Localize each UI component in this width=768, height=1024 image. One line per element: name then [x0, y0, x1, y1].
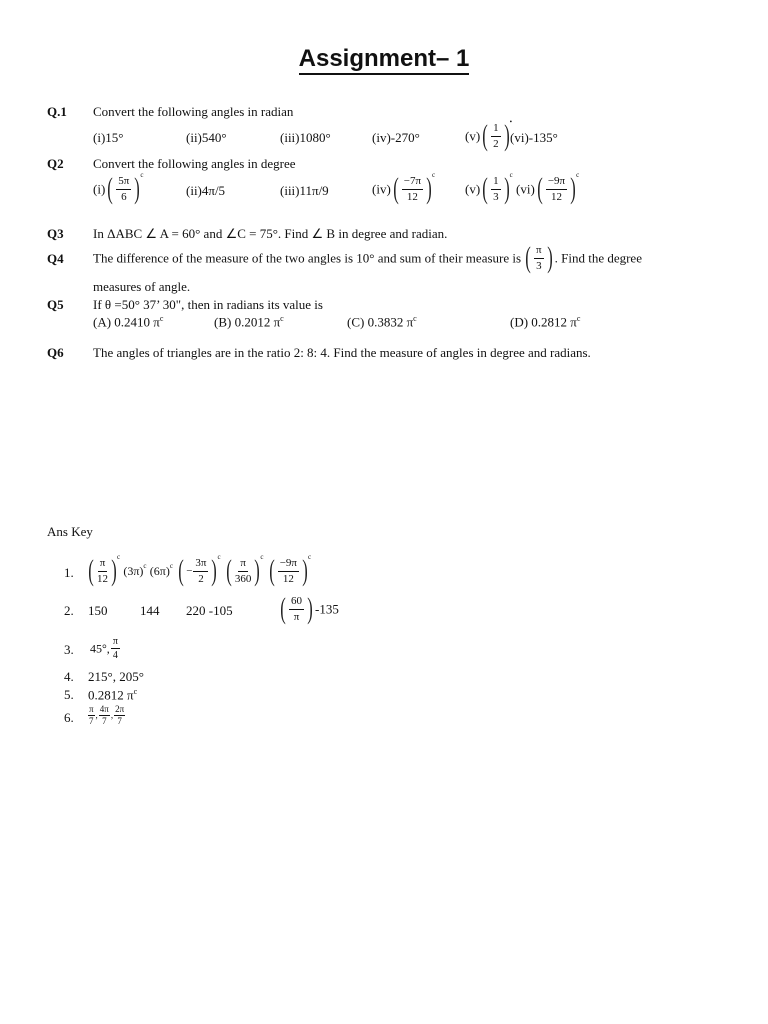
- answer-3: 45°, $\frac{\pi}{4}$: [90, 636, 118, 661]
- option-fraction: (v) ( $\frac{1}{3}$ ) c (vi) ( $\frac{-9\pi}{12}$ ) c: [465, 171, 580, 205]
- answer-number: 5.: [64, 687, 74, 702]
- answer-number: 1.: [64, 565, 74, 580]
- option: (vi)-135°: [510, 130, 558, 145]
- page-title: Assignment– 1: [0, 47, 768, 71]
- option: (iii)11π/9: [280, 183, 329, 198]
- answer-number: 2.: [64, 603, 74, 618]
- question-text: In ΔABC ∠ A = 60° and ∠C = 75°. Find ∠ B in degree and radian.: [93, 226, 448, 241]
- question-text: The angles of triangles are in the ratio 2: 8: 4. Find the measure of angles in degree and radians.: [93, 345, 591, 360]
- answer-number: 4.: [64, 669, 74, 684]
- answer-6: $\frac{\pi}{7}$ , $\frac{4\pi}{7}$ , $\frac{2\pi}{7}$: [89, 704, 125, 726]
- question-text: Convert the following angles in degree: [93, 156, 296, 171]
- answer-key-heading: Ans Key: [47, 524, 93, 539]
- option: (iv)-270°: [372, 130, 420, 145]
- answer-number: 6.: [64, 710, 74, 725]
- answer-text: 0.2812 $\pi^c$: [88, 687, 138, 703]
- option-fraction: (iv) ( $\frac{-7\pi}{12}$ ) c: [372, 171, 436, 205]
- question-number: Q6: [47, 345, 64, 360]
- question-number: Q5: [47, 297, 64, 312]
- option-fraction: (i) ( $\frac{5\pi}{6}$ ) c: [93, 171, 144, 205]
- question-number: Q.1: [47, 104, 67, 119]
- option: (iii)1080°: [280, 130, 331, 145]
- question-text: If θ =50° 37’ 30", then in radians its value is: [93, 297, 323, 312]
- question-text: Convert the following angles in radian: [93, 104, 294, 119]
- option: (B) 0.2012 $\pi^c$: [214, 314, 284, 330]
- question-number: Q2: [47, 156, 64, 171]
- option-fraction: (v) ( $\frac{1}{2}$ ) •: [465, 118, 513, 152]
- question-text: The difference of the measure of the two angles is 10° and sum of their measure is ( $\frac{\pi}{3}$ ) . Find the degree: [93, 241, 642, 274]
- option: (i)15°: [93, 130, 124, 145]
- answer-fraction: ( $\frac{60}{\pi}$ ) -135: [280, 592, 339, 625]
- question-text-continued: measures of angle.: [93, 279, 191, 294]
- option: (ii)4π/5: [186, 183, 226, 198]
- answer-number: 3.: [64, 642, 74, 657]
- answer-value: 150: [88, 603, 108, 618]
- option: (A) 0.2410 $\pi^c$: [93, 314, 164, 330]
- question-number: Q4: [47, 251, 64, 266]
- option: (C) 0.3832 $\pi^c$: [347, 314, 417, 330]
- answer-1: ( $\frac{\pi}{12}$ ) c (3π) c (6π) c ( − $\frac{3\pi}{2}$ ) c ( $\frac{\pi}{360}$ ) c ( $\frac{-9\pi}{12}$ ) c: [88, 553, 312, 587]
- option: (D) 0.2812 $\pi^c$: [510, 314, 581, 330]
- answer-text: 215°, 205°: [88, 669, 144, 684]
- answer-value: 220 -105: [186, 603, 233, 618]
- question-number: Q3: [47, 226, 64, 241]
- option: (ii)540°: [186, 130, 227, 145]
- answer-value: 144: [140, 603, 160, 618]
